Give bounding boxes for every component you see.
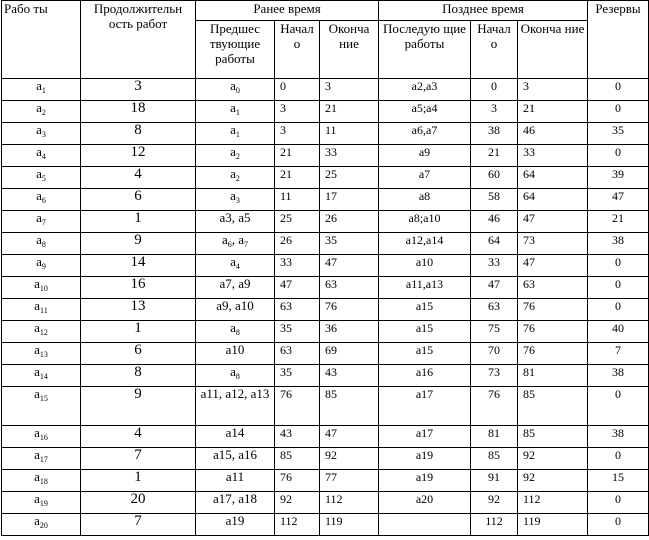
cell-reserve: 47 [588, 189, 649, 211]
cell-predecessors [196, 277, 275, 299]
cell-duration: 9 [81, 387, 196, 426]
label-subscript: 19 [39, 499, 48, 508]
label-base: a [34, 320, 40, 335]
label-subscript: 7 [244, 240, 249, 249]
cell-duration: 14 [81, 255, 196, 277]
label-base: a17, a18 [212, 491, 258, 506]
label-subscript: 11 [40, 306, 48, 315]
cell-predecessors [196, 79, 275, 101]
table-row [2, 255, 649, 277]
label-base: a11, a12, a13 [200, 386, 270, 401]
cell-predecessors [196, 211, 275, 233]
cell-work [2, 233, 81, 255]
cell-work [2, 255, 81, 277]
cell-early-end: 112 [320, 492, 379, 514]
cell-early-start: 3 [275, 123, 320, 145]
cell-late-end: 85 [518, 426, 588, 448]
cell-early-start: 43 [275, 426, 320, 448]
label-base: a [221, 232, 228, 247]
cell-late-start: 33 [471, 255, 518, 277]
label-base: a11 [225, 469, 245, 484]
cell-late-start: 46 [471, 211, 518, 233]
cell-late-end: 112 [518, 492, 588, 514]
label-base: a [36, 122, 42, 137]
table-row [2, 123, 649, 145]
label-base: a [34, 364, 40, 379]
cell-work [2, 343, 81, 365]
cell-reserve: 40 [588, 321, 649, 343]
cell-late-start: 75 [471, 321, 518, 343]
cell-early-start: 21 [275, 145, 320, 167]
cell-early-end: 33 [320, 145, 379, 167]
cell-early-start: 0 [275, 79, 320, 101]
label-base: a10 [225, 342, 245, 357]
cell-work [2, 470, 81, 492]
cell-duration: 1 [81, 470, 196, 492]
cell-reserve: 0 [588, 448, 649, 470]
cell-reserve: 21 [588, 211, 649, 233]
label-subscript: 13 [39, 350, 48, 359]
cell-reserve: 0 [588, 514, 649, 536]
cell-late-start: 91 [471, 470, 518, 492]
cell-early-start: 63 [275, 299, 320, 321]
cell-predecessors [196, 233, 275, 255]
cell-successors: a6,a7 [379, 123, 471, 145]
cell-predecessors [196, 470, 275, 492]
label-base: a [34, 342, 40, 357]
cell-work [2, 277, 81, 299]
label-base: a [34, 298, 41, 313]
cell-early-end: 63 [320, 277, 379, 299]
cell-late-start: 112 [471, 514, 518, 536]
cell-early-start: 76 [275, 470, 320, 492]
cell-early-end: 92 [320, 448, 379, 470]
cell-early-start: 76 [275, 387, 320, 426]
cell-late-start: 60 [471, 167, 518, 189]
label-subscript: 1 [235, 130, 240, 139]
cell-late-end: 33 [518, 145, 588, 167]
cell-reserve: 38 [588, 233, 649, 255]
label-subscript: 15 [39, 394, 48, 403]
cell-early-end: 11 [320, 123, 379, 145]
cell-late-start: 21 [471, 145, 518, 167]
cell-duration: 4 [81, 426, 196, 448]
cell-late-end: 81 [518, 365, 588, 387]
label-base: a [36, 100, 42, 115]
cell-late-end: 64 [518, 189, 588, 211]
cell-late-end: 85 [518, 387, 588, 426]
cell-late-end: 76 [518, 343, 588, 365]
label-base: a [36, 144, 42, 159]
label-base: a15, a16 [212, 447, 258, 462]
cell-predecessors [196, 365, 275, 387]
header-predecessors: Предшес твующие работы [196, 21, 275, 79]
cell-predecessors [196, 255, 275, 277]
table-row [2, 167, 649, 189]
cell-late-end: 76 [518, 299, 588, 321]
cell-early-end: 26 [320, 211, 379, 233]
schedule-table [1, 0, 649, 536]
cell-work [2, 167, 81, 189]
label-subscript: 6 [227, 240, 232, 249]
label-base: a [34, 469, 40, 484]
table-row [2, 492, 649, 514]
cell-predecessors [196, 492, 275, 514]
cell-successors [379, 514, 471, 536]
label-base: a14 [225, 425, 245, 440]
header-early-end: Оконча ние [320, 21, 379, 79]
cell-predecessors [196, 299, 275, 321]
label-subscript: 7 [41, 218, 46, 227]
cell-duration: 7 [81, 514, 196, 536]
cell-early-end: 21 [320, 101, 379, 123]
table-row [2, 233, 649, 255]
label-subscript: 18 [39, 477, 48, 486]
cell-late-start: 0 [471, 79, 518, 101]
label-base: a [34, 276, 40, 291]
label-base: a [230, 78, 236, 93]
table-row [2, 211, 649, 233]
label-base: a [36, 166, 42, 181]
label-base: a [230, 364, 236, 379]
cell-reserve: 38 [588, 365, 649, 387]
cell-predecessors [196, 145, 275, 167]
cell-work [2, 79, 81, 101]
cell-late-end: 21 [518, 101, 588, 123]
cell-predecessors [196, 123, 275, 145]
cell-successors: a20 [379, 492, 471, 514]
label-subscript: 2 [235, 174, 240, 183]
cell-reserve: 0 [588, 255, 649, 277]
cell-early-end: 77 [320, 470, 379, 492]
cell-early-end: 3 [320, 79, 379, 101]
cell-work [2, 321, 81, 343]
cell-successors: a10 [379, 255, 471, 277]
cell-successors: a15 [379, 321, 471, 343]
label-base: a [230, 320, 236, 335]
cell-late-start: 63 [471, 299, 518, 321]
cell-early-end: 47 [320, 426, 379, 448]
cell-reserve: 0 [588, 79, 649, 101]
label-subscript: 4 [41, 152, 46, 161]
table-row [2, 79, 649, 101]
cell-successors: a15 [379, 343, 471, 365]
cell-predecessors [196, 343, 275, 365]
cell-early-start: 112 [275, 514, 320, 536]
cell-reserve: 0 [588, 387, 649, 426]
cell-work [2, 448, 81, 470]
label-base: a [34, 447, 40, 462]
cell-reserve: 0 [588, 492, 649, 514]
cell-duration: 20 [81, 492, 196, 514]
cell-duration: 13 [81, 299, 196, 321]
label-base: a [36, 254, 42, 269]
cell-late-start: 64 [471, 233, 518, 255]
cell-work [2, 426, 81, 448]
cell-early-start: 11 [275, 189, 320, 211]
cell-late-end: 64 [518, 167, 588, 189]
label-base: a [230, 144, 236, 159]
cell-reserve: 0 [588, 299, 649, 321]
cell-late-end: 3 [518, 79, 588, 101]
label-base: a [36, 78, 42, 93]
label-subscript: 2 [41, 108, 46, 117]
header-late-start: Начал о [471, 21, 518, 79]
label-subscript: 1 [41, 86, 46, 95]
cell-late-start: 58 [471, 189, 518, 211]
cell-early-start: 85 [275, 448, 320, 470]
cell-successors: a8 [379, 189, 471, 211]
cell-successors: a9 [379, 145, 471, 167]
cell-predecessors [196, 167, 275, 189]
label-subscript: 8 [235, 372, 240, 381]
cell-early-end: 47 [320, 255, 379, 277]
label-subscript: 8 [235, 328, 240, 337]
label-base: a [230, 100, 236, 115]
cell-early-end: 85 [320, 387, 379, 426]
label-subscript: 4 [235, 262, 240, 271]
cell-predecessors [196, 426, 275, 448]
cell-predecessors [196, 448, 275, 470]
cell-work [2, 299, 81, 321]
cell-late-end: 47 [518, 211, 588, 233]
cell-late-start: 76 [471, 387, 518, 426]
table-row [2, 101, 649, 123]
cell-work [2, 101, 81, 123]
cell-late-end: 63 [518, 277, 588, 299]
cell-early-end: 25 [320, 167, 379, 189]
cell-successors: a2,a3 [379, 79, 471, 101]
table-row [2, 448, 649, 470]
cell-work [2, 123, 81, 145]
cell-predecessors [196, 387, 275, 426]
cell-predecessors [196, 514, 275, 536]
cell-successors: a5;a4 [379, 101, 471, 123]
cell-duration: 6 [81, 343, 196, 365]
cell-predecessors [196, 189, 275, 211]
label-base: , a [231, 232, 245, 247]
cell-early-start: 25 [275, 211, 320, 233]
label-base: a [36, 188, 42, 203]
cell-successors: a16 [379, 365, 471, 387]
cell-duration: 1 [81, 211, 196, 233]
table-row [2, 189, 649, 211]
label-subscript: 1 [235, 108, 240, 117]
cell-reserve: 7 [588, 343, 649, 365]
cell-late-end: 73 [518, 233, 588, 255]
cell-work [2, 365, 81, 387]
label-base: a [230, 188, 236, 203]
cell-duration: 6 [81, 189, 196, 211]
cell-late-start: 70 [471, 343, 518, 365]
cell-successors: a11,a13 [379, 277, 471, 299]
label-base: a [34, 491, 40, 506]
cell-work [2, 387, 81, 426]
label-base: a [230, 122, 236, 137]
table-row [2, 277, 649, 299]
cell-work [2, 145, 81, 167]
label-base: a7, a9 [219, 276, 251, 291]
cell-late-end: 76 [518, 321, 588, 343]
cell-early-end: 119 [320, 514, 379, 536]
cell-duration: 7 [81, 448, 196, 470]
cell-duration: 3 [81, 79, 196, 101]
label-base: a [34, 513, 40, 528]
label-subscript: 16 [39, 433, 48, 442]
cell-work [2, 514, 81, 536]
label-base: a9, a10 [216, 298, 254, 313]
cell-reserve: 15 [588, 470, 649, 492]
cell-reserve: 0 [588, 277, 649, 299]
cell-late-start: 92 [471, 492, 518, 514]
cell-work [2, 189, 81, 211]
table-body [2, 79, 649, 536]
label-subscript: 10 [39, 284, 48, 293]
cell-early-end: 36 [320, 321, 379, 343]
cell-work [2, 211, 81, 233]
label-subscript: 3 [235, 196, 240, 205]
label-subscript: 12 [39, 328, 48, 337]
label-base: a3, a5 [219, 210, 251, 225]
label-subscript: 2 [235, 152, 240, 161]
cell-successors: a17 [379, 387, 471, 426]
cell-late-end: 92 [518, 448, 588, 470]
label-subscript: 3 [41, 130, 46, 139]
label-base: a [34, 425, 40, 440]
cell-late-start: 85 [471, 448, 518, 470]
label-subscript: 6 [41, 196, 46, 205]
table-row [2, 514, 649, 536]
header-work: Рабо ты [2, 1, 81, 79]
cell-successors: a19 [379, 470, 471, 492]
table-row [2, 426, 649, 448]
label-base: a [34, 386, 40, 401]
cell-early-start: 21 [275, 167, 320, 189]
cell-reserve: 38 [588, 426, 649, 448]
cell-duration: 18 [81, 101, 196, 123]
cell-late-end: 47 [518, 255, 588, 277]
cell-late-start: 73 [471, 365, 518, 387]
cell-early-end: 35 [320, 233, 379, 255]
cell-early-end: 17 [320, 189, 379, 211]
table-row [2, 321, 649, 343]
label-base: a [230, 254, 236, 269]
cell-early-start: 35 [275, 321, 320, 343]
label-subscript: 5 [41, 174, 46, 183]
label-subscript: 8 [41, 240, 46, 249]
label-subscript: 0 [235, 86, 240, 95]
header-reserve: Резервы [588, 1, 649, 79]
cell-successors: a8;a10 [379, 211, 471, 233]
header-successors: Последую щие работы [379, 21, 471, 79]
cell-reserve: 0 [588, 145, 649, 167]
cell-successors: a7 [379, 167, 471, 189]
cell-successors: a19 [379, 448, 471, 470]
cell-early-start: 35 [275, 365, 320, 387]
cell-early-start: 92 [275, 492, 320, 514]
header-late-time: Позднее время [379, 1, 588, 21]
cell-successors: a12,a14 [379, 233, 471, 255]
cell-late-end: 46 [518, 123, 588, 145]
label-subscript: 17 [39, 455, 48, 464]
cell-duration: 4 [81, 167, 196, 189]
header-duration: Продолжительн ость работ [81, 1, 196, 79]
label-base: a [36, 210, 42, 225]
cell-late-start: 47 [471, 277, 518, 299]
table-row [2, 343, 649, 365]
cell-reserve: 35 [588, 123, 649, 145]
cell-duration: 16 [81, 277, 196, 299]
cell-early-start: 47 [275, 277, 320, 299]
table-row [2, 299, 649, 321]
cell-predecessors [196, 101, 275, 123]
cell-work [2, 492, 81, 514]
table-row [2, 470, 649, 492]
label-subscript: 20 [39, 521, 48, 530]
label-base: a19 [225, 513, 245, 528]
cell-successors: a17 [379, 426, 471, 448]
cell-early-start: 33 [275, 255, 320, 277]
cell-late-start: 81 [471, 426, 518, 448]
header-early-start: Начал о [275, 21, 320, 79]
cell-reserve: 0 [588, 101, 649, 123]
cell-duration: 12 [81, 145, 196, 167]
header-early-time: Ранее время [196, 1, 379, 21]
cell-late-start: 38 [471, 123, 518, 145]
cell-reserve: 39 [588, 167, 649, 189]
cell-early-start: 63 [275, 343, 320, 365]
cell-predecessors [196, 321, 275, 343]
table-row [2, 145, 649, 167]
cell-late-end: 92 [518, 470, 588, 492]
cell-early-start: 3 [275, 101, 320, 123]
label-base: a [230, 166, 236, 181]
label-base: a [36, 232, 42, 247]
label-subscript: 14 [39, 372, 48, 381]
cell-late-start: 3 [471, 101, 518, 123]
cell-early-start: 26 [275, 233, 320, 255]
cell-duration: 9 [81, 233, 196, 255]
cell-duration: 8 [81, 365, 196, 387]
table-row [2, 365, 649, 387]
table-row [2, 387, 649, 426]
label-subscript: 9 [41, 262, 46, 271]
cell-early-end: 69 [320, 343, 379, 365]
cell-late-end: 119 [518, 514, 588, 536]
cell-successors: a15 [379, 299, 471, 321]
cell-early-end: 76 [320, 299, 379, 321]
cell-duration: 1 [81, 321, 196, 343]
header-late-end: Оконча ние [518, 21, 588, 79]
cell-duration: 8 [81, 123, 196, 145]
cell-early-end: 43 [320, 365, 379, 387]
